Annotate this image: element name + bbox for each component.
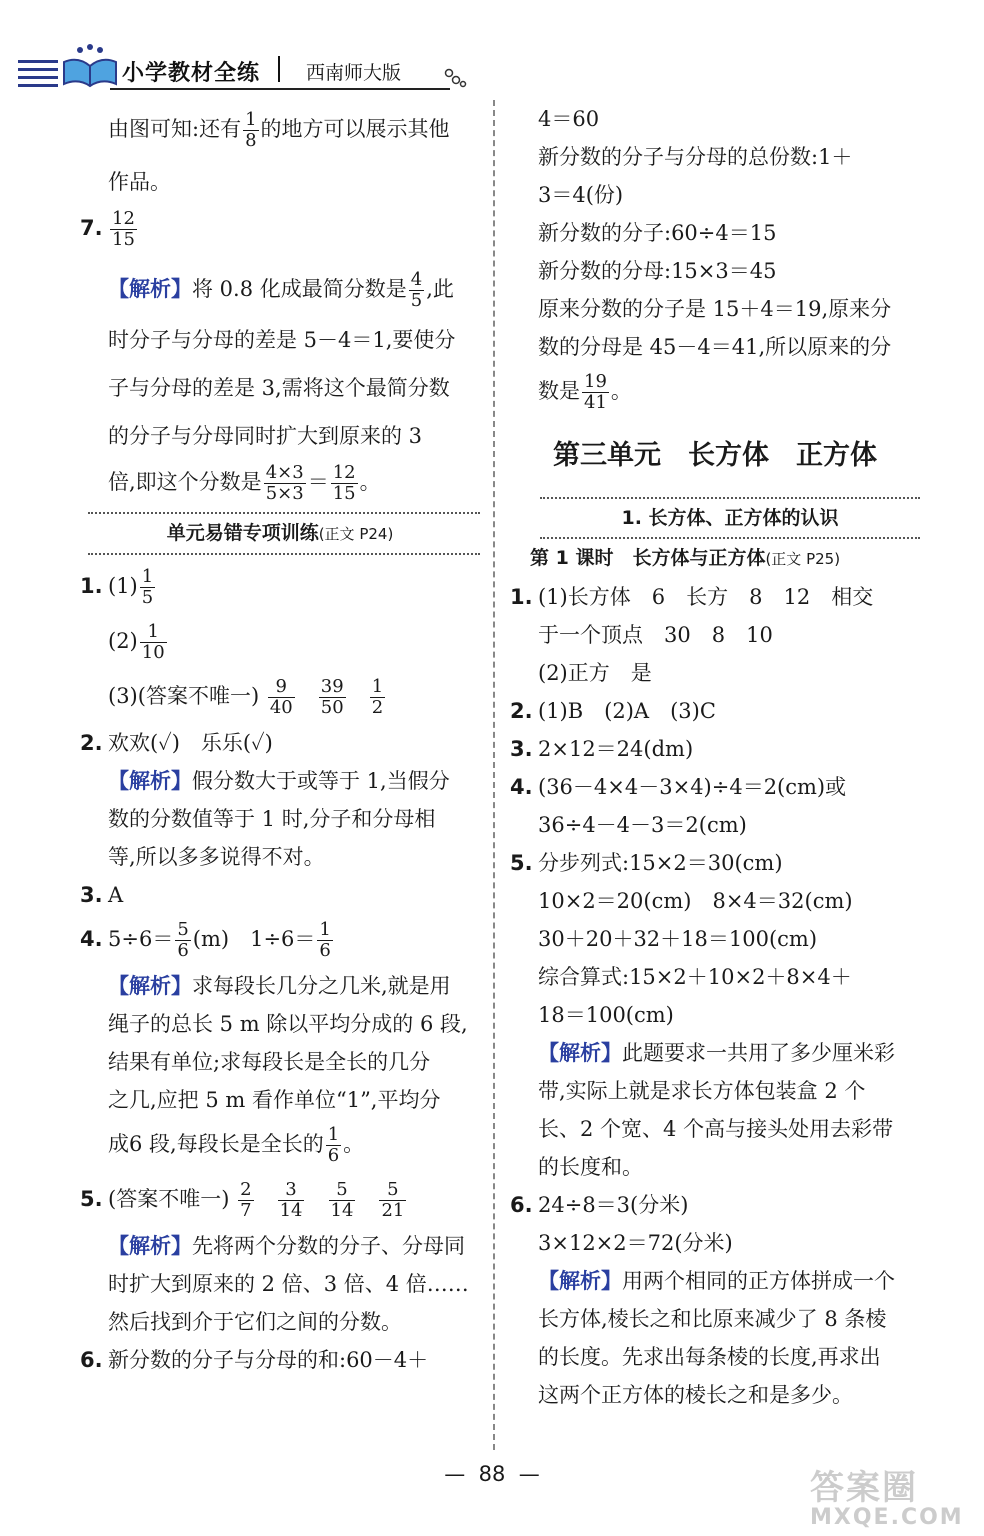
text: 将 0.8 化成最简分数是 [192, 277, 407, 301]
decorative-circles-icon [444, 68, 468, 88]
header-subtitle: 西南师大版 [306, 62, 402, 84]
unit-title: 第三单元 长方体 正方体 [553, 440, 877, 471]
fraction [319, 677, 346, 718]
analysis-line [80, 1227, 480, 1265]
text: 求每段长几分之几米,就是用 [192, 974, 451, 998]
analysis-tag: 【解析】 [538, 1040, 622, 1065]
denominator: 5×3 [265, 483, 304, 504]
numerator: 1 [371, 676, 384, 697]
page-number: 88 [478, 1462, 506, 1486]
analysis-line: 等,所以多多说得不对。 [108, 845, 325, 869]
text: 用两个相同的正方体拼成一个 [622, 1269, 895, 1293]
analysis-line: 子与分母的差是 3,需将这个最简分数 [108, 376, 450, 400]
section-reference: (正文 P24) [318, 525, 394, 543]
analysis-tag: 【解析】 [108, 276, 192, 301]
denominator: 14 [279, 1200, 303, 1221]
question-7 [80, 209, 480, 250]
analysis-tag: 【解析】 [108, 768, 192, 793]
fraction [268, 677, 295, 718]
text: 倍,即这个分数是 [108, 470, 262, 494]
question-number: 2. [510, 699, 533, 723]
text: (1)长方体 6 长方 8 12 相交 [538, 585, 874, 609]
text: 2×12＝24(dm) [538, 737, 694, 761]
lesson-title-text: 第 1 课时 长方体与正方体 [530, 547, 766, 569]
analysis-line: 长、2 个宽、4 个高与接头处用去彩带 [538, 1117, 894, 1141]
text: 此题要求一共用了多少厘米彩 [622, 1041, 895, 1065]
analysis-line: 数的分数值等于 1 时,分子和分母相 [108, 807, 436, 831]
analysis-line [510, 1034, 920, 1072]
denominator: 10 [141, 642, 165, 663]
numerator: 39 [320, 676, 344, 697]
numerator: 1 [140, 622, 167, 643]
fraction [278, 1180, 305, 1221]
numerator: 1 [319, 919, 331, 940]
question-number: 2. [80, 731, 103, 755]
question-2 [80, 724, 480, 762]
section-dotted-rule [88, 553, 480, 555]
text: (1) [108, 574, 138, 598]
question-number: 5. [510, 851, 533, 875]
numerator: 1 [141, 566, 154, 587]
fraction [264, 463, 306, 504]
question-number: 5. [80, 1187, 103, 1211]
numerator: 4×3 [265, 462, 304, 483]
answer-line: (2)正方 是 [538, 661, 652, 685]
denominator: 2 [371, 697, 384, 718]
answer-3 [510, 730, 920, 768]
answer-line: 18＝100(cm) [538, 1003, 674, 1027]
text: A [108, 883, 124, 907]
answer-2 [510, 692, 920, 730]
text-line: 新分数的分子:60÷4＝15 [538, 221, 777, 245]
text: 数是 [538, 379, 580, 403]
right-column [510, 100, 920, 1414]
text: (2) [108, 629, 138, 653]
analysis-line: 的长度。先求出每条棱的长度,再求出 [538, 1345, 881, 1369]
question-1 [80, 567, 480, 608]
text: (3)(答案不唯一) [108, 684, 260, 708]
answer-line [80, 622, 480, 663]
numerator: 9 [268, 677, 295, 698]
denominator: 14 [330, 1200, 354, 1221]
analysis-tag: 【解析】 [108, 1233, 192, 1258]
text: 5÷6＝ [108, 927, 174, 951]
fraction [243, 110, 258, 151]
fraction [238, 1180, 253, 1221]
text-line: 4＝60 [538, 107, 600, 131]
text: 。 [610, 379, 632, 403]
denominator: 50 [320, 697, 344, 718]
text: (36－4×4－3×4)÷4＝2(cm)或 [538, 775, 847, 799]
watermark-line2: MXQE.COM [810, 1505, 964, 1530]
numerator: 1 [327, 1124, 340, 1145]
text-line [80, 110, 480, 151]
answer-line: 30＋20＋32＋18＝100(cm) [538, 927, 818, 951]
text-line: 新分数的分子与分母的总份数:1＋ [538, 145, 853, 169]
question-number: 1. [80, 574, 103, 598]
watermark [810, 1470, 980, 1530]
fraction [326, 1125, 341, 1166]
book-logo-icon [60, 44, 120, 90]
analysis-line: 这两个正方体的棱长之和是多少。 [538, 1383, 853, 1407]
numerator: 12 [112, 208, 135, 229]
section-title [80, 514, 480, 553]
analysis-line: 之几,应把 5 m 看作单位“1”,平均分 [108, 1088, 441, 1112]
denominator: 21 [381, 1200, 405, 1221]
text: 。 [359, 470, 381, 494]
analysis-line: 绳子的总长 5 m 除以平均分成的 6 段, [108, 1012, 468, 1036]
question-number: 1. [510, 585, 533, 609]
analysis-line: 时扩大到原来的 2 倍、3 倍、4 倍…… [108, 1272, 469, 1296]
text: 欢欢(✓) 乐乐(✓) [108, 731, 273, 755]
text: ,此 [426, 277, 454, 301]
analysis-line [80, 270, 480, 311]
denominator: 6 [319, 940, 331, 961]
denominator: 6 [177, 940, 189, 961]
header-lines-icon [18, 60, 58, 92]
text: 先将两个分数的分子、分母同 [192, 1234, 465, 1258]
left-column [80, 100, 480, 1379]
denominator: 5 [410, 290, 423, 311]
header-rule [110, 88, 450, 90]
numerator: 5 [177, 919, 189, 940]
page-header [0, 0, 984, 95]
text-line [510, 372, 920, 413]
denominator: 8 [245, 130, 257, 151]
fraction [409, 270, 424, 311]
fraction [110, 209, 137, 250]
analysis-line [80, 967, 480, 1005]
text-line: 原来分数的分子是 15＋4＝19,原来分 [538, 297, 892, 321]
numerator: 5 [379, 1180, 406, 1201]
section-title-text: 单元易错专项训练 [166, 522, 319, 544]
text-line: 新分数的分母:15×3＝45 [538, 259, 777, 283]
text: ＝ [307, 470, 329, 494]
numerator: 1 [245, 109, 257, 130]
answer-line: 于一个顶点 30 8 10 [538, 623, 773, 647]
analysis-line: 时分子与分母的差是 5－4＝1,要使分 [108, 328, 456, 352]
analysis-line [510, 1262, 920, 1300]
header-title: 小学教材全练 [122, 61, 261, 86]
denominator: 5 [141, 587, 154, 608]
answer-5 [510, 844, 920, 882]
fraction [317, 920, 332, 961]
question-5 [80, 1180, 480, 1221]
numerator: 19 [584, 371, 607, 392]
lesson-reference: (正文 P25) [765, 550, 841, 568]
text: 假分数大于或等于 1,当假分 [192, 769, 450, 793]
numerator: 3 [278, 1180, 305, 1201]
answer-line: 10×2＝20(cm) 8×4＝32(cm) [538, 889, 853, 913]
analysis-line: 的分子与分母同时扩大到原来的 3 [108, 424, 423, 448]
numerator: 4 [410, 269, 423, 290]
denominator: 15 [112, 229, 135, 250]
denominator: 7 [240, 1200, 252, 1221]
subsection-title: 1. 长方体、正方体的认识 [621, 507, 839, 529]
text-line: 数的分母是 45－4＝41,所以原来的分 [538, 335, 892, 359]
analysis-tag: 【解析】 [538, 1268, 622, 1293]
answer-line: 综合算式:15×2＋10×2＋8×4＋ [538, 965, 852, 989]
fraction [379, 1180, 406, 1221]
answer-line [80, 677, 480, 718]
column-divider [493, 100, 495, 1450]
denominator: 15 [332, 483, 356, 504]
analysis-line [80, 463, 480, 504]
question-4 [80, 920, 480, 961]
answer-1 [510, 578, 920, 616]
analysis-line: 带,实际上就是求长方体包装盒 2 个 [538, 1079, 866, 1103]
answer-4 [510, 768, 920, 806]
text-line: 作品。 [108, 170, 171, 194]
footer-dash: — [505, 1462, 540, 1486]
watermark-line1: 答案圈 [810, 1468, 918, 1508]
text: (答案不唯一) [108, 1187, 230, 1211]
text: 由图可知:还有 [108, 117, 242, 141]
numerator: 2 [240, 1179, 252, 1200]
text: (m) 1÷6＝ [192, 927, 316, 951]
answer-line: 3×12×2＝72(分米) [538, 1231, 733, 1255]
fraction [582, 372, 609, 413]
text: 成6 段,每段长是全长的 [108, 1132, 324, 1156]
numerator: 5 [329, 1180, 356, 1201]
answer-line: 36÷4－4－3＝2(cm) [538, 813, 747, 837]
text: 24÷8＝3(分米) [538, 1193, 689, 1217]
numerator: 12 [332, 462, 356, 483]
analysis-line [80, 762, 480, 800]
analysis-line: 然后找到介于它们之间的分数。 [108, 1310, 402, 1334]
question-number: 6. [80, 1348, 103, 1372]
fraction [175, 920, 190, 961]
fraction [140, 622, 167, 663]
answer-6 [510, 1186, 920, 1224]
denominator: 6 [327, 1145, 340, 1166]
fraction [329, 1180, 356, 1221]
text: (1)B (2)A (3)C [538, 699, 716, 723]
text: 。 [343, 1132, 365, 1156]
analysis-line: 结果有单位;求每段长是全长的几分 [108, 1050, 431, 1074]
analysis-tag: 【解析】 [108, 973, 192, 998]
text-line: 3＝4(份) [538, 183, 624, 207]
fraction [331, 463, 358, 504]
question-6 [80, 1341, 480, 1379]
question-number: 4. [510, 775, 533, 799]
question-number: 4. [80, 927, 103, 951]
header-separator [278, 56, 280, 82]
question-3 [80, 876, 480, 914]
fraction [370, 677, 385, 718]
question-number: 7. [80, 216, 103, 240]
lesson-title [510, 539, 920, 578]
analysis-line: 长方体,棱长之和比原来减少了 8 条棱 [538, 1307, 887, 1331]
denominator: 40 [269, 697, 293, 718]
question-number: 3. [510, 737, 533, 761]
question-number: 6. [510, 1193, 533, 1217]
text: 分步列式:15×2＝30(cm) [538, 851, 783, 875]
text: 的地方可以展示其他 [260, 117, 450, 141]
text: 新分数的分子与分母的和:60－4＋ [108, 1348, 429, 1372]
fraction [140, 567, 155, 608]
analysis-line [80, 1125, 480, 1166]
question-number: 3. [80, 883, 103, 907]
analysis-line: 的长度和。 [538, 1155, 643, 1179]
footer-dash: — [444, 1462, 479, 1486]
denominator: 41 [584, 392, 607, 413]
